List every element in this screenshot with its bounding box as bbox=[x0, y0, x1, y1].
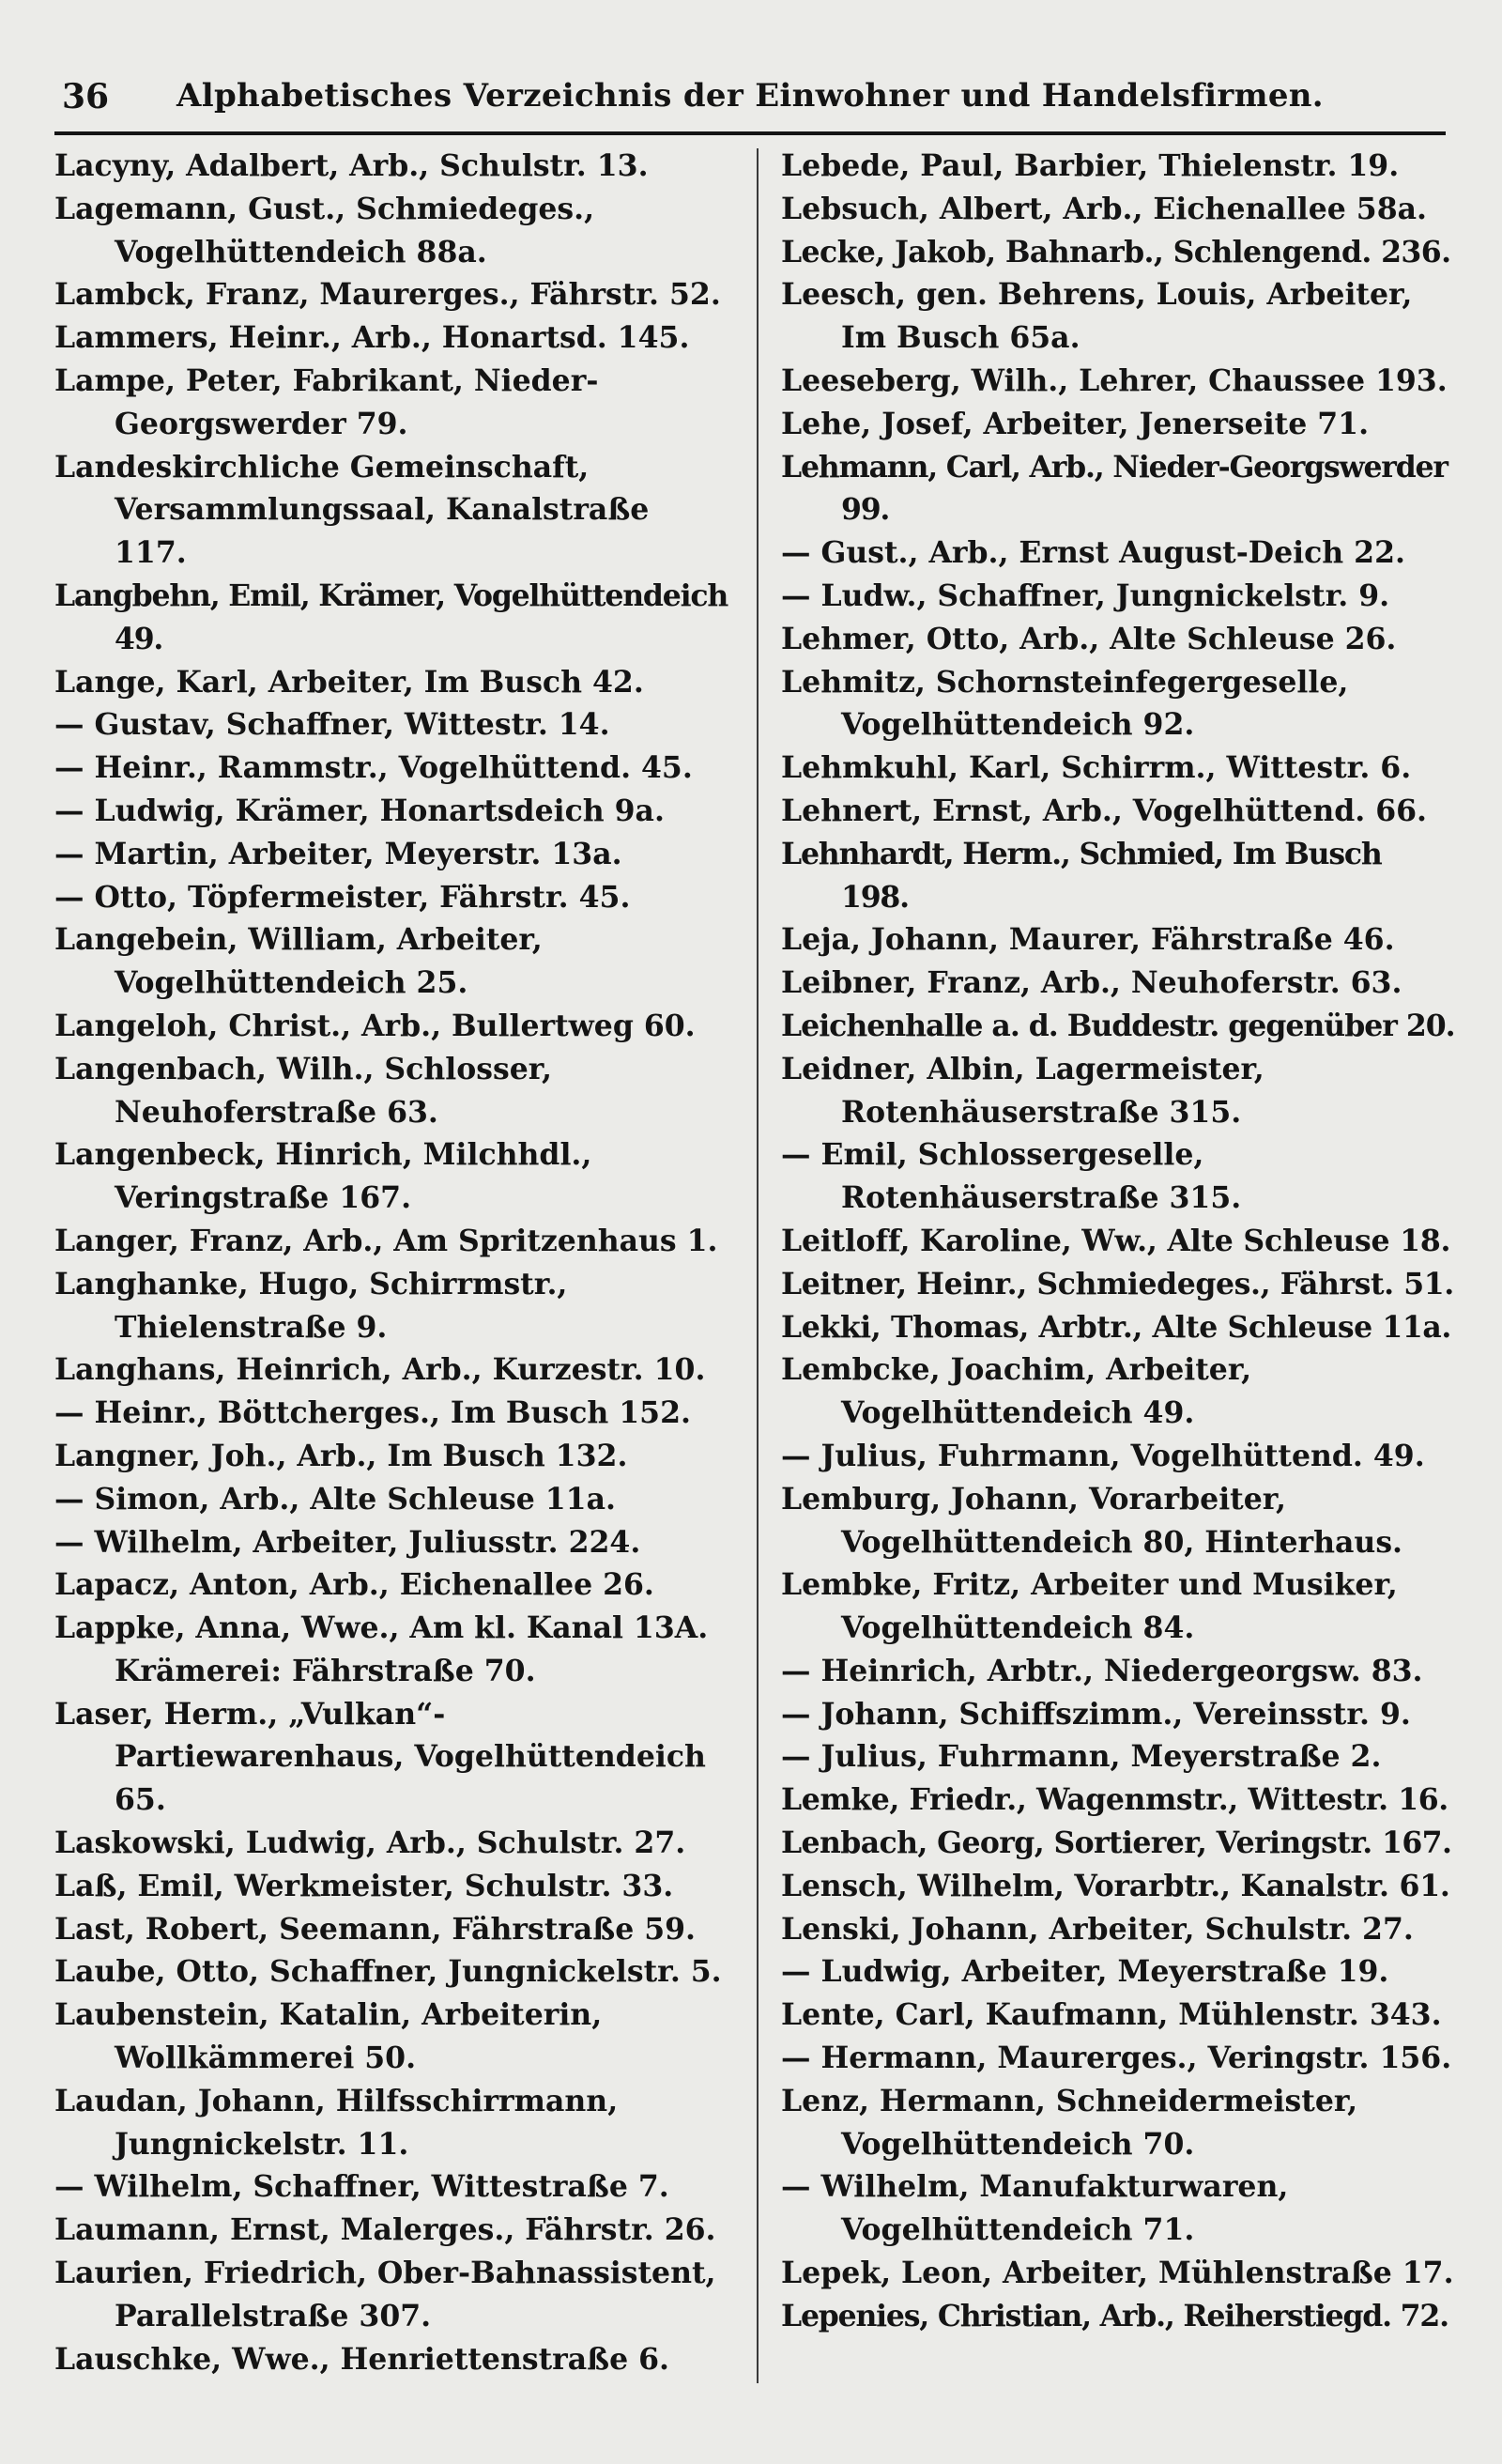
directory-entry: Lemke, Friedr., Wagenmstr., Wittestr. 16. bbox=[781, 1782, 1448, 1818]
directory-entry: Lenbach, Georg, Sortierer, Veringstr. 167. bbox=[781, 1825, 1452, 1861]
directory-entry: Laurien, Friedrich, Ober-Bahnassistent, Parallelstraße 307. bbox=[54, 2256, 716, 2333]
directory-entry: — Ludw., Schaffner, Jungnickelstr. 9. bbox=[781, 578, 1390, 613]
directory-entry: Lebsuch, Albert, Arb., Eichenallee 58a. bbox=[781, 191, 1427, 226]
directory-entry: Leesch, gen. Behrens, Louis, Arbeiter, Im Busch 65a. bbox=[781, 277, 1413, 356]
directory-entry: Lauschke, Wwe., Henriettenstraße 6. bbox=[54, 2341, 669, 2377]
right-column bbox=[781, 145, 1455, 2338]
directory-entry: Langer, Franz, Arb., Am Spritzenhaus 1. bbox=[54, 1223, 718, 1258]
directory-entry: Langner, Joh., Arb., Im Busch 132. bbox=[54, 1438, 628, 1473]
directory-entry: Lampe, Peter, Fabrikant, Nieder-Georgswerder 79. bbox=[54, 362, 599, 441]
directory-entry: Lente, Carl, Kaufmann, Mühlenstr. 343. bbox=[781, 1997, 1442, 2033]
directory-entry: Lehmitz, Schornsteinfegergeselle, Vogelhüttendeich 92. bbox=[781, 664, 1349, 743]
directory-entry: Lappke, Anna, Wwe., Am kl. Kanal 13A. Krämerei: Fährstraße 70. bbox=[54, 1610, 709, 1688]
directory-entry: Lange, Karl, Arbeiter, Im Busch 42. bbox=[54, 664, 644, 700]
directory-entry: — Heinr., Böttcherges., Im Busch 152. bbox=[54, 1395, 691, 1431]
directory-entry: Langenbach, Wilh., Schlosser, Neuhoferstraße 63. bbox=[54, 1051, 553, 1130]
directory-entry: — Ludwig, Krämer, Honartsdeich 9a. bbox=[54, 793, 665, 828]
directory-entry: Laskowski, Ludwig, Arb., Schulstr. 27. bbox=[54, 1825, 686, 1861]
directory-entry: Lehnhardt, Herm., Schmied, Im Busch 198. bbox=[781, 836, 1382, 915]
directory-entry: Laser, Herm., „Vulkan“-Partiewarenhaus, Vogelhüttendeich 65. bbox=[54, 1696, 706, 1818]
directory-entry: Lepek, Leon, Arbeiter, Mühlenstraße 17. bbox=[781, 2256, 1454, 2291]
directory-entry: — Ludwig, Arbeiter, Meyerstraße 19. bbox=[781, 1954, 1389, 1990]
running-title: Alphabetisches Verzeichnis der Einwohner und Handelsfirmen. bbox=[176, 77, 1324, 115]
directory-entry: Langhanke, Hugo, Schirrmstr., Thielenstraße 9. bbox=[54, 1266, 568, 1345]
directory-entry: Lembcke, Joachim, Arbeiter, Vogelhüttendeich 49. bbox=[781, 1352, 1252, 1431]
directory-entry: — Gust., Arb., Ernst August-Deich 22. bbox=[781, 535, 1405, 571]
directory-entry: Lacyny, Adalbert, Arb., Schulstr. 13. bbox=[54, 148, 649, 183]
directory-entry: Leibner, Franz, Arb., Neuhoferstr. 63. bbox=[781, 965, 1402, 1001]
directory-entry: — Heinrich, Arbtr., Niedergeorgsw. 83. bbox=[781, 1653, 1423, 1688]
directory-entry: Langhans, Heinrich, Arb., Kurzestr. 10. bbox=[54, 1352, 706, 1388]
directory-entry: Leitloff, Karoline, Ww., Alte Schleuse 18. bbox=[781, 1223, 1451, 1258]
directory-entry: Lehnert, Ernst, Arb., Vogelhüttend. 66. bbox=[781, 793, 1428, 828]
directory-entry: Lammers, Heinr., Arb., Honartsd. 145. bbox=[54, 320, 690, 356]
directory-entry: Langeloh, Christ., Arb., Bullertweg 60. bbox=[54, 1008, 696, 1043]
directory-entry: — Otto, Töpfermeister, Fährstr. 45. bbox=[54, 879, 631, 915]
directory-entry: — Heinr., Rammstr., Vogelhüttend. 45. bbox=[54, 750, 693, 786]
directory-entry: Lehmann, Carl, Arb., Nieder-Georgswerder 99. bbox=[781, 449, 1448, 528]
directory-entry: Leitner, Heinr., Schmiedeges., Fährst. 51. bbox=[781, 1266, 1454, 1301]
directory-entry: — Wilhelm, Arbeiter, Juliusstr. 224. bbox=[54, 1524, 641, 1560]
directory-entry: — Julius, Fuhrmann, Vogelhüttend. 49. bbox=[781, 1438, 1425, 1473]
directory-entry: Lehmer, Otto, Arb., Alte Schleuse 26. bbox=[781, 621, 1397, 656]
directory-entry: Langebein, William, Arbeiter, Vogelhüttendeich 25. bbox=[54, 922, 543, 1001]
directory-entry: Lemburg, Johann, Vorarbeiter, Vogelhüttendeich 80, Hinterhaus. bbox=[781, 1481, 1403, 1560]
directory-entry: Landeskirchliche Gemeinschaft, Versammlungssaal, Kanalstraße 117. bbox=[54, 449, 650, 571]
directory-entry: Lecke, Jakob, Bahnarb., Schlengend. 236. bbox=[781, 234, 1451, 270]
directory-entry: Lensch, Wilhelm, Vorarbtr., Kanalstr. 61. bbox=[781, 1868, 1450, 1903]
directory-entry: Lepenies, Christian, Arb., Reiherstiegd. 72. bbox=[781, 2298, 1448, 2333]
left-column bbox=[54, 145, 728, 2380]
directory-entry: Laumann, Ernst, Malerges., Fährstr. 26. bbox=[54, 2212, 716, 2248]
directory-entry: Lebede, Paul, Barbier, Thielenstr. 19. bbox=[781, 148, 1400, 183]
directory-entry: Lenski, Johann, Arbeiter, Schulstr. 27. bbox=[781, 1911, 1414, 1947]
directory-entry: Laudan, Johann, Hilfsschirrmann, Jungnickelstr. 11. bbox=[54, 2083, 619, 2162]
directory-entry: Lembke, Fritz, Arbeiter und Musiker, Vogelhüttendeich 84. bbox=[781, 1567, 1398, 1646]
directory-entry: — Wilhelm, Schaffner, Wittestraße 7. bbox=[54, 2169, 669, 2205]
directory-entry: Laß, Emil, Werkmeister, Schulstr. 33. bbox=[54, 1868, 674, 1903]
directory-entry: Lenz, Hermann, Schneidermeister, Vogelhüttendeich 70. bbox=[781, 2083, 1358, 2162]
directory-entry: — Hermann, Maurerges., Veringstr. 156. bbox=[781, 2040, 1452, 2076]
directory-entry: Langbehn, Emil, Krämer, Vogelhüttendeich 49. bbox=[54, 578, 728, 656]
directory-entry: — Gustav, Schaffner, Wittestr. 14. bbox=[54, 707, 610, 743]
directory-entry: Lekki, Thomas, Arbtr., Alte Schleuse 11a. bbox=[781, 1309, 1451, 1345]
directory-entry: Langenbeck, Hinrich, Milchhdl., Veringstraße 167. bbox=[54, 1137, 592, 1216]
directory-entry: Leichenhalle a. d. Buddestr. gegenüber 20. bbox=[781, 1008, 1455, 1043]
directory-entry: Leidner, Albin, Lagermeister, Rotenhäuserstraße 315. bbox=[781, 1051, 1264, 1130]
directory-entry: — Martin, Arbeiter, Meyerstr. 13a. bbox=[54, 836, 622, 871]
directory-entry: Lapacz, Anton, Arb., Eichenallee 26. bbox=[54, 1567, 654, 1603]
directory-entry: — Simon, Arb., Alte Schleuse 11a. bbox=[54, 1481, 616, 1517]
directory-entry: Lagemann, Gust., Schmiedeges., Vogelhüttendeich 88a. bbox=[54, 191, 595, 270]
directory-entry: Laubenstein, Katalin, Arbeiterin, Wollkämmerei 50. bbox=[54, 1997, 603, 2076]
directory-entry: — Johann, Schiffszimm., Vereinsstr. 9. bbox=[781, 1696, 1411, 1732]
directory-entry: Lehe, Josef, Arbeiter, Jenerseite 71. bbox=[781, 406, 1370, 441]
directory-entry: Leja, Johann, Maurer, Fährstraße 46. bbox=[781, 922, 1395, 958]
page-header bbox=[54, 71, 1446, 135]
directory-entry: — Julius, Fuhrmann, Meyerstraße 2. bbox=[781, 1739, 1382, 1775]
directory-entry: Leeseberg, Wilh., Lehrer, Chaussee 193. bbox=[781, 362, 1448, 398]
directory-entry: Last, Robert, Seemann, Fährstraße 59. bbox=[54, 1911, 697, 1947]
page-number: 36 bbox=[62, 77, 110, 116]
directory-entry: Laube, Otto, Schaffner, Jungnickelstr. 5. bbox=[54, 1954, 722, 1990]
column-divider bbox=[757, 148, 759, 2383]
directory-entry: Lehmkuhl, Karl, Schirrm., Wittestr. 6. bbox=[781, 750, 1412, 786]
directory-entry: — Wilhelm, Manufakturwaren, Vogelhüttendeich 71. bbox=[781, 2169, 1289, 2248]
directory-entry: Lambck, Franz, Maurerges., Fährstr. 52. bbox=[54, 277, 721, 313]
directory-entry: — Emil, Schlossergeselle, Rotenhäuserstraße 315. bbox=[781, 1137, 1242, 1216]
